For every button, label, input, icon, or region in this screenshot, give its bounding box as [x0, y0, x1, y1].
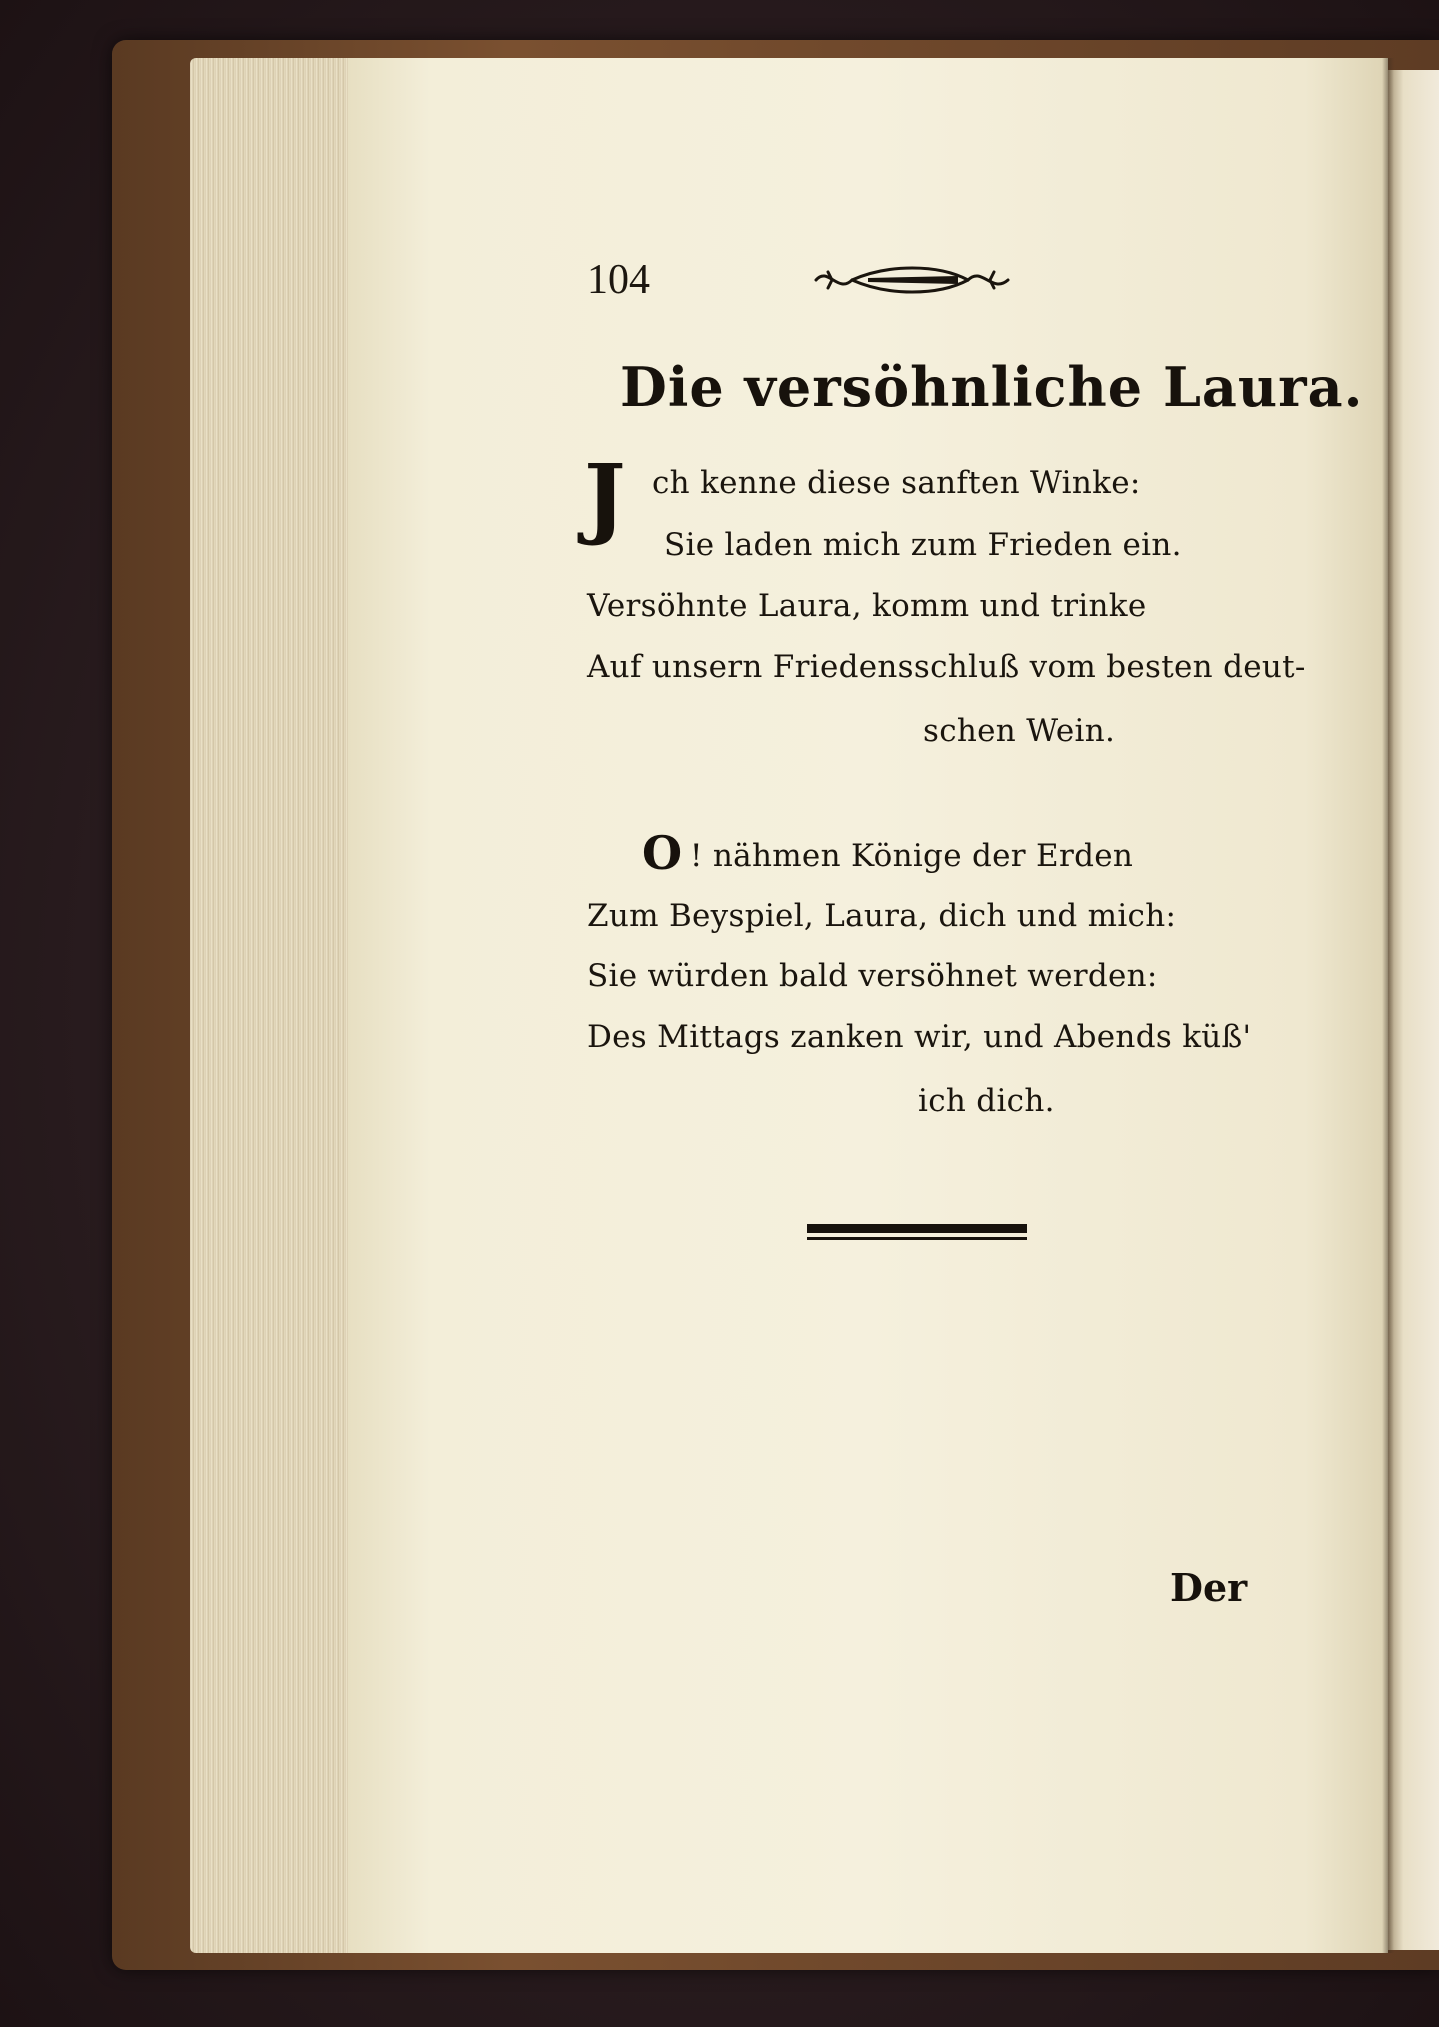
section-rule [807, 1222, 1027, 1244]
dropcap-letter: J [584, 444, 626, 548]
page-edges [190, 58, 360, 1953]
stanza1-line-3: Versöhnte Laura, komm und trinke [587, 588, 1147, 624]
stanza2-line-2: Zum Beyspiel, Laura, dich und mich: [587, 898, 1177, 934]
ornament-icon [808, 258, 1018, 302]
stanza2-line-1: ! nähmen Könige der Erden [690, 838, 1134, 874]
stanza2-line-5: ich dich. [918, 1083, 1055, 1119]
poem-title: Die versöhnliche Laura. [620, 355, 1364, 419]
stanza1-line-1: ch kenne diese sanften Winke: [652, 465, 1141, 501]
catchword: Der [1170, 1565, 1248, 1610]
page-number: 104 [587, 257, 650, 303]
stanza2-capital: O [642, 826, 683, 880]
stanza2-line-4: Des Mittags zanken wir, und Abends küß' [587, 1019, 1252, 1055]
stanza2-line-3: Sie würden bald versöhnet werden: [587, 958, 1158, 994]
gutter-shadow [1382, 58, 1394, 1953]
facing-page [1388, 70, 1439, 1950]
book-page [348, 58, 1388, 1953]
stanza1-line-2: Sie laden mich zum Frieden ein. [664, 527, 1182, 563]
stanza1-line-4: Auf unsern Friedensschluß vom besten deut- [587, 649, 1306, 685]
stanza1-line-5: schen Wein. [923, 713, 1116, 749]
